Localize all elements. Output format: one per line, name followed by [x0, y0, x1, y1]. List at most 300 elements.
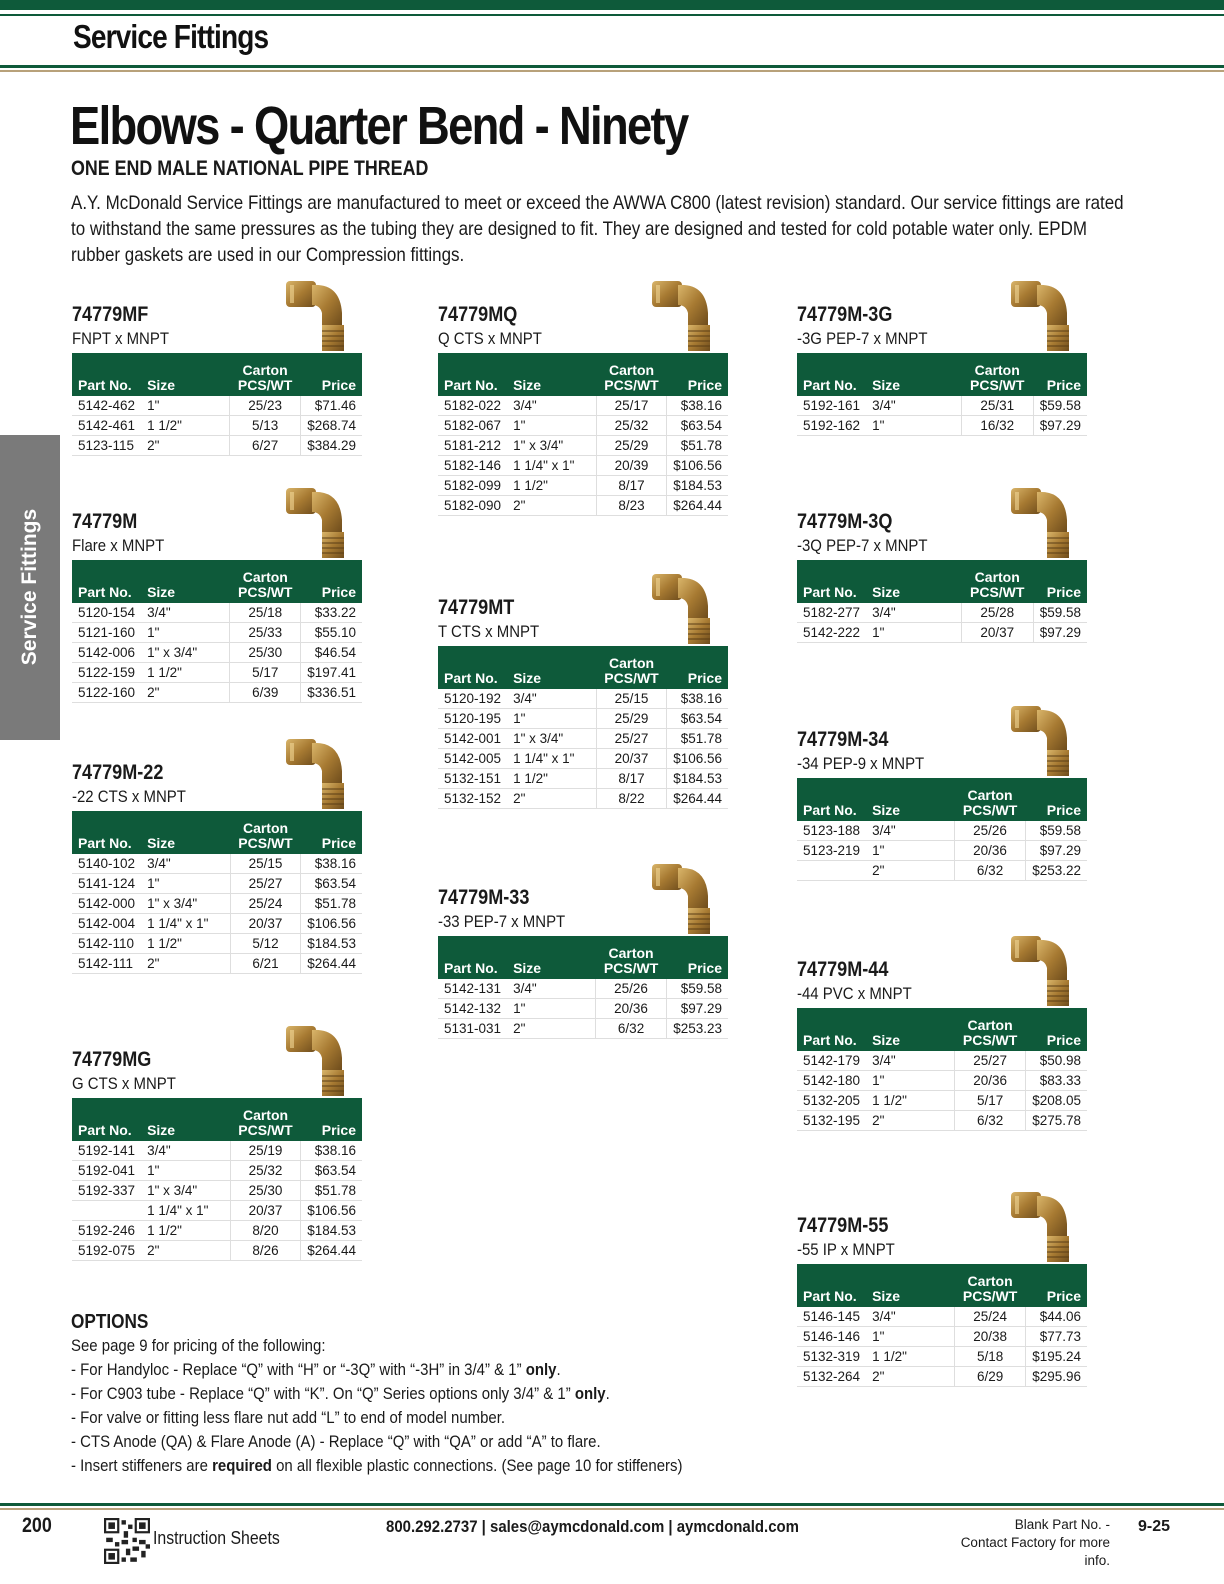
price: $63.54 — [301, 874, 362, 894]
size: 1 1/4" x 1" — [507, 749, 596, 769]
carton-pcs-wt: 5/12 — [230, 934, 300, 954]
options-intro: See page 9 for pricing of the following: — [71, 1336, 326, 1355]
carton-pcs-wt: 25/24 — [955, 1307, 1026, 1327]
model-description: Q CTS x MNPT — [438, 329, 542, 348]
part-number: 5142-000 — [72, 894, 141, 914]
table-row — [797, 1307, 1087, 1327]
part-number: 5142-001 — [438, 729, 507, 749]
table-row — [72, 1201, 362, 1221]
part-number: 5120-154 — [72, 603, 141, 623]
price: $106.56 — [301, 1201, 362, 1221]
part-number: 5182-099 — [438, 476, 507, 496]
price-table — [72, 353, 362, 456]
model-description: Flare x MNPT — [72, 536, 165, 555]
side-tab-label: Service Fittings — [18, 508, 41, 666]
table-row — [72, 914, 362, 934]
price: $97.29 — [667, 999, 728, 1019]
col-price: Price — [1026, 1008, 1087, 1051]
price: $384.29 — [301, 436, 362, 456]
part-number: 5182-067 — [438, 416, 507, 436]
price: $59.58 — [667, 979, 728, 999]
col-price: Price — [301, 353, 362, 396]
carton-pcs-wt: 25/32 — [230, 1161, 300, 1181]
table-row — [72, 396, 362, 416]
price: $184.53 — [667, 769, 728, 789]
carton-pcs-wt: 25/30 — [230, 643, 301, 663]
price: $51.78 — [667, 436, 728, 456]
option-line: - For valve or fitting less flare nut add “L” to end of model number. — [71, 1408, 506, 1427]
carton-pcs-wt: 8/20 — [230, 1221, 300, 1241]
model-number: 74779M-34 — [797, 728, 889, 751]
carton-pcs-wt: 6/39 — [230, 683, 301, 703]
table-row — [438, 999, 728, 1019]
carton-pcs-wt: 25/29 — [596, 436, 666, 456]
part-number: 5132-205 — [797, 1091, 866, 1111]
price: $264.44 — [301, 954, 362, 974]
model-description: -44 PVC x MNPT — [797, 984, 912, 1003]
price-table — [797, 1264, 1087, 1387]
part-number: 5142-111 — [72, 954, 141, 974]
part-number: 5146-146 — [797, 1327, 866, 1347]
carton-pcs-wt: 20/38 — [955, 1327, 1026, 1347]
part-number: 5120-195 — [438, 709, 507, 729]
price: $264.44 — [667, 496, 728, 516]
part-number: 5120-192 — [438, 689, 507, 709]
part-number: 5132-319 — [797, 1347, 866, 1367]
part-number: 5146-145 — [797, 1307, 866, 1327]
col-size: Size — [507, 646, 596, 689]
options-list — [71, 1358, 771, 1478]
carton-pcs-wt: 25/32 — [596, 416, 666, 436]
size: 3/4" — [141, 1141, 230, 1161]
table-row — [438, 979, 728, 999]
table-row — [797, 396, 1087, 416]
part-number: 5182-022 — [438, 396, 507, 416]
price: $38.16 — [301, 854, 362, 874]
table-row — [438, 789, 728, 809]
option-line: - CTS Anode (QA) & Flare Anode (A) - Replace “Q” with “QA” or add “A” to flare. — [71, 1432, 601, 1451]
carton-pcs-wt: 20/36 — [954, 841, 1025, 861]
model-description: -34 PEP-9 x MNPT — [797, 754, 925, 773]
table-header-row — [72, 353, 362, 396]
size: 1" — [507, 709, 596, 729]
option-line: - For C903 tube - Replace “Q” with “K”. On “Q” Series options only 3/4” & 1” only. — [71, 1384, 610, 1403]
size: 2" — [141, 436, 229, 456]
part-number — [72, 1201, 141, 1221]
carton-pcs-wt: 25/23 — [230, 396, 301, 416]
size: 2" — [866, 1367, 954, 1387]
price: $106.56 — [301, 914, 362, 934]
part-number: 5192-161 — [797, 396, 866, 416]
table-row — [438, 496, 728, 516]
col-price: Price — [301, 560, 362, 603]
size: 1" — [141, 1161, 230, 1181]
table-row — [438, 769, 728, 789]
model-number: 74779MT — [438, 596, 515, 619]
size: 1" — [866, 623, 961, 643]
model-description: -55 IP x MNPT — [797, 1240, 895, 1259]
model-number: 74779MG — [72, 1048, 152, 1071]
model-number: 74779M-55 — [797, 1214, 889, 1237]
blank-part-line-2: Contact Factory for more info. — [960, 1535, 1110, 1568]
table-row — [797, 861, 1087, 881]
page-title: Elbows - Quarter Bend - Ninety — [70, 96, 688, 156]
price: $38.16 — [667, 396, 728, 416]
product-74779m-55 — [797, 1214, 1087, 1387]
part-number: 5192-041 — [72, 1161, 141, 1181]
page-subtitle: ONE END MALE NATIONAL PIPE THREAD — [71, 157, 429, 180]
table-header-row — [797, 560, 1087, 603]
table-row — [438, 456, 728, 476]
model-number: 74779M-22 — [72, 761, 164, 784]
col-part-no: Part No. — [72, 1098, 141, 1141]
price: $184.53 — [667, 476, 728, 496]
size: 1" — [141, 396, 229, 416]
col-price: Price — [667, 353, 728, 396]
instruction-sheets-link[interactable]: Instruction Sheets — [153, 1528, 280, 1548]
table-header-row — [797, 1264, 1087, 1307]
price: $195.24 — [1026, 1347, 1087, 1367]
size: 3/4" — [866, 1051, 954, 1071]
carton-pcs-wt: 25/28 — [961, 603, 1033, 623]
table-row — [438, 709, 728, 729]
part-number: 5192-162 — [797, 416, 866, 436]
price: $63.54 — [301, 1161, 362, 1181]
blank-part-note — [940, 1516, 1110, 1570]
carton-pcs-wt: 20/37 — [961, 623, 1033, 643]
part-number: 5132-195 — [797, 1111, 866, 1131]
model-number: 74779MQ — [438, 303, 518, 326]
price: $336.51 — [301, 683, 362, 703]
price: $106.56 — [667, 456, 728, 476]
size: 1" — [866, 1327, 954, 1347]
size: 2" — [507, 789, 596, 809]
part-number: 5142-179 — [797, 1051, 866, 1071]
part-number: 5182-090 — [438, 496, 507, 516]
size: 1" x 3/4" — [141, 643, 230, 663]
size: 1 1/2" — [141, 934, 230, 954]
carton-pcs-wt: 25/26 — [954, 821, 1025, 841]
model-description: -33 PEP-7 x MNPT — [438, 912, 566, 931]
product-74779mf — [72, 303, 362, 456]
table-row — [72, 603, 362, 623]
size: 1" x 3/4" — [141, 1181, 230, 1201]
size: 1" x 3/4" — [507, 729, 596, 749]
product-74779m-34 — [797, 728, 1087, 881]
table-row — [438, 396, 728, 416]
part-number: 5123-115 — [72, 436, 141, 456]
part-number: 5123-188 — [797, 821, 866, 841]
part-number: 5142-180 — [797, 1071, 866, 1091]
price: $253.22 — [1026, 861, 1087, 881]
carton-pcs-wt: 25/31 — [961, 396, 1033, 416]
size: 1 1/2" — [507, 476, 596, 496]
carton-pcs-wt: 25/27 — [230, 874, 300, 894]
price: $55.10 — [301, 623, 362, 643]
col-part-no: Part No. — [797, 1264, 866, 1307]
size: 3/4" — [507, 689, 596, 709]
price: $253.23 — [667, 1019, 728, 1039]
page-code: 9-25 — [1138, 1518, 1171, 1535]
model-number: 74779M — [72, 510, 138, 533]
table-row — [797, 1051, 1087, 1071]
price: $295.96 — [1026, 1367, 1087, 1387]
intro-paragraph: A.Y. McDonald Service Fittings are manufactured to meet or exceed the AWWA C800 (latest revision) standard. Our service fittings are rated to withstand the same pressures as the tubing they are designed to fit. They are designed and tested for cold potable water only. EPDM rubber gaskets are used in our Compression fittings. — [71, 192, 1124, 266]
price: $197.41 — [301, 663, 362, 683]
part-number: 5192-246 — [72, 1221, 141, 1241]
size: 3/4" — [866, 603, 961, 623]
col-carton: Carton PCS/WT — [961, 353, 1033, 396]
table-header-row — [797, 353, 1087, 396]
product-74779m-3q — [797, 510, 1087, 643]
table-row — [438, 436, 728, 456]
carton-pcs-wt: 25/18 — [230, 603, 301, 623]
part-number: 5140-102 — [72, 854, 141, 874]
table-header-row — [438, 936, 728, 979]
footer-rule-tan — [0, 1508, 1224, 1510]
part-number: 5122-160 — [72, 683, 141, 703]
col-carton: Carton PCS/WT — [595, 936, 666, 979]
model-number: 74779M-44 — [797, 958, 889, 981]
price-table — [797, 353, 1087, 436]
table-row — [797, 841, 1087, 861]
col-size: Size — [507, 353, 596, 396]
part-number: 5121-160 — [72, 623, 141, 643]
model-number: 74779M-33 — [438, 886, 530, 909]
col-size: Size — [866, 1264, 954, 1307]
options-title: OPTIONS — [71, 1311, 149, 1333]
price-table — [797, 1008, 1087, 1131]
price-table — [438, 646, 728, 809]
price: $46.54 — [301, 643, 362, 663]
qr-code-icon[interactable] — [104, 1518, 150, 1564]
model-description: G CTS x MNPT — [72, 1074, 176, 1093]
size: 1 1/2" — [866, 1091, 954, 1111]
table-row — [72, 1181, 362, 1201]
size: 2" — [141, 954, 230, 974]
size: 1" — [141, 874, 230, 894]
carton-pcs-wt: 5/17 — [230, 663, 301, 683]
col-part-no: Part No. — [72, 353, 141, 396]
col-size: Size — [866, 1008, 954, 1051]
carton-pcs-wt: 6/21 — [230, 954, 300, 974]
col-part-no: Part No. — [72, 560, 141, 603]
col-carton: Carton PCS/WT — [230, 811, 300, 854]
table-header-row — [72, 560, 362, 603]
carton-pcs-wt: 6/32 — [595, 1019, 666, 1039]
col-part-no: Part No. — [797, 1008, 866, 1051]
carton-pcs-wt: 5/17 — [955, 1091, 1026, 1111]
price-table — [438, 936, 728, 1039]
part-number: 5142-004 — [72, 914, 141, 934]
carton-pcs-wt: 6/27 — [230, 436, 301, 456]
option-line: - For Handyloc - Replace “Q” with “H” or “-3Q” with “-3H” in 3/4” & 1” only. — [71, 1360, 561, 1379]
table-header-row — [438, 646, 728, 689]
part-number: 5123-219 — [797, 841, 866, 861]
carton-pcs-wt: 25/27 — [955, 1051, 1026, 1071]
carton-pcs-wt: 6/32 — [955, 1111, 1026, 1131]
part-number: 5181-212 — [438, 436, 507, 456]
model-description: -22 CTS x MNPT — [72, 787, 186, 806]
table-row — [797, 623, 1087, 643]
size: 3/4" — [866, 1307, 954, 1327]
col-price: Price — [301, 811, 362, 854]
part-number: 5132-151 — [438, 769, 507, 789]
table-row — [797, 1347, 1087, 1367]
table-row — [72, 436, 362, 456]
table-header-row — [72, 1098, 362, 1141]
carton-pcs-wt: 8/17 — [596, 769, 666, 789]
price: $268.74 — [301, 416, 362, 436]
price-table — [72, 811, 362, 974]
table-row — [72, 1241, 362, 1261]
part-number: 5132-152 — [438, 789, 507, 809]
price: $97.29 — [1033, 623, 1087, 643]
col-part-no: Part No. — [797, 560, 866, 603]
header-rule-tan — [0, 70, 1224, 72]
table-header-row — [797, 1008, 1087, 1051]
top-thin-rule — [0, 14, 1224, 16]
carton-pcs-wt: 25/15 — [230, 854, 300, 874]
carton-pcs-wt: 25/15 — [596, 689, 666, 709]
table-row — [72, 874, 362, 894]
price: $184.53 — [301, 934, 362, 954]
model-description: T CTS x MNPT — [438, 622, 540, 641]
col-carton: Carton PCS/WT — [961, 560, 1033, 603]
part-number: 5142-110 — [72, 934, 141, 954]
carton-pcs-wt: 8/26 — [230, 1241, 300, 1261]
table-header-row — [797, 778, 1087, 821]
model-description: FNPT x MNPT — [72, 329, 169, 348]
price-table — [72, 1098, 362, 1261]
price: $38.16 — [667, 689, 728, 709]
product-74779mt — [438, 596, 728, 809]
price-table — [438, 353, 728, 516]
col-size: Size — [866, 560, 961, 603]
price: $275.78 — [1026, 1111, 1087, 1131]
blank-part-line-1: Blank Part No. - — [1014, 1517, 1110, 1532]
table-row — [72, 954, 362, 974]
size: 1" x 3/4" — [507, 436, 596, 456]
size: 2" — [507, 496, 596, 516]
table-row — [797, 1071, 1087, 1091]
part-number: 5142-462 — [72, 396, 141, 416]
part-number: 5192-337 — [72, 1181, 141, 1201]
table-row — [72, 1141, 362, 1161]
part-number: 5132-264 — [797, 1367, 866, 1387]
table-row — [438, 476, 728, 496]
col-price: Price — [1033, 560, 1087, 603]
price-table — [797, 560, 1087, 643]
top-green-bar — [0, 0, 1224, 10]
table-row — [438, 749, 728, 769]
price: $33.22 — [301, 603, 362, 623]
col-carton: Carton PCS/WT — [230, 1098, 300, 1141]
part-number: 5142-131 — [438, 979, 507, 999]
carton-pcs-wt: 8/17 — [596, 476, 666, 496]
col-price: Price — [1026, 1264, 1087, 1307]
price: $51.78 — [301, 894, 362, 914]
col-part-no: Part No. — [72, 811, 141, 854]
col-carton: Carton PCS/WT — [955, 1008, 1026, 1051]
price: $208.05 — [1026, 1091, 1087, 1111]
size: 2" — [866, 1111, 954, 1131]
product-74779m-3g — [797, 303, 1087, 436]
table-row — [438, 416, 728, 436]
product-74779m-22 — [72, 761, 362, 974]
carton-pcs-wt: 25/30 — [230, 1181, 300, 1201]
col-carton: Carton PCS/WT — [230, 353, 301, 396]
carton-pcs-wt: 8/22 — [596, 789, 666, 809]
price: $59.58 — [1033, 603, 1087, 623]
col-size: Size — [141, 353, 229, 396]
carton-pcs-wt: 20/37 — [230, 1201, 300, 1221]
price: $51.78 — [301, 1181, 362, 1201]
price: $264.44 — [667, 789, 728, 809]
header-rule — [0, 65, 1224, 68]
table-row — [72, 643, 362, 663]
carton-pcs-wt: 20/39 — [596, 456, 666, 476]
carton-pcs-wt: 16/32 — [961, 416, 1033, 436]
col-part-no: Part No. — [438, 936, 507, 979]
price: $77.73 — [1026, 1327, 1087, 1347]
part-number: 5142-132 — [438, 999, 507, 1019]
price: $63.54 — [667, 709, 728, 729]
price: $63.54 — [667, 416, 728, 436]
size: 1" x 3/4" — [141, 894, 230, 914]
model-number: 74779M-3G — [797, 303, 893, 326]
size: 1 1/2" — [141, 416, 229, 436]
part-number: 5192-075 — [72, 1241, 141, 1261]
carton-pcs-wt: 25/27 — [596, 729, 666, 749]
price: $71.46 — [301, 396, 362, 416]
part-number: 5142-005 — [438, 749, 507, 769]
table-row — [72, 934, 362, 954]
col-part-no: Part No. — [438, 353, 507, 396]
col-part-no: Part No. — [797, 778, 866, 821]
col-price: Price — [667, 646, 728, 689]
table-row — [72, 854, 362, 874]
col-part-no: Part No. — [797, 353, 866, 396]
price: $50.98 — [1026, 1051, 1087, 1071]
size: 1" — [866, 416, 961, 436]
product-74779m-33 — [438, 886, 728, 1039]
table-row — [797, 1111, 1087, 1131]
part-number — [797, 861, 866, 881]
table-row — [72, 1161, 362, 1181]
table-row — [797, 1367, 1087, 1387]
col-carton: Carton PCS/WT — [954, 778, 1025, 821]
size: 3/4" — [141, 603, 230, 623]
table-row — [72, 663, 362, 683]
price: $106.56 — [667, 749, 728, 769]
table-row — [797, 603, 1087, 623]
carton-pcs-wt: 25/33 — [230, 623, 301, 643]
table-row — [72, 683, 362, 703]
size: 3/4" — [141, 854, 230, 874]
table-row — [797, 1327, 1087, 1347]
size: 3/4" — [866, 396, 961, 416]
side-tab[interactable] — [0, 435, 60, 740]
contact-info[interactable]: 800.292.2737 | sales@aymcdonald.com | aymcdonald.com — [386, 1517, 799, 1536]
col-part-no: Part No. — [438, 646, 507, 689]
model-description: -3G PEP-7 x MNPT — [797, 329, 928, 348]
table-row — [438, 729, 728, 749]
carton-pcs-wt: 8/23 — [596, 496, 666, 516]
size: 1 1/4" x 1" — [141, 914, 230, 934]
carton-pcs-wt: 5/18 — [955, 1347, 1026, 1367]
price: $59.58 — [1026, 821, 1087, 841]
